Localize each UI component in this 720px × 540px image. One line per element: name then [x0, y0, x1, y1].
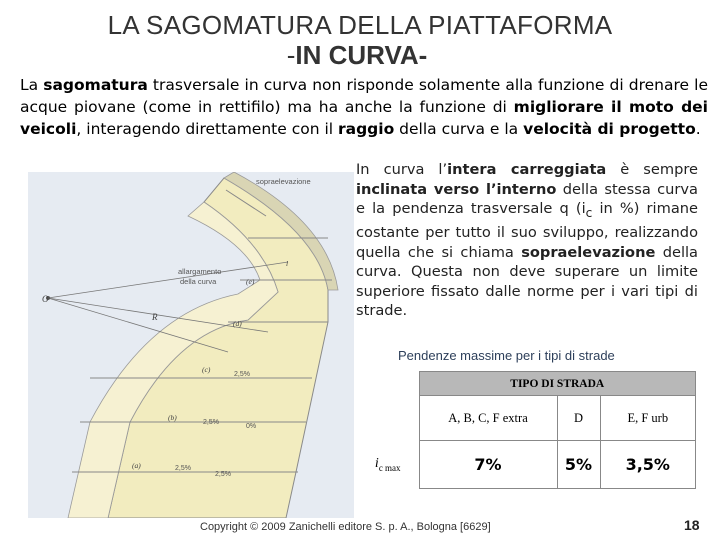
label-c: (c) — [202, 365, 211, 374]
intro-paragraph — [20, 74, 708, 140]
label-e: (e) — [246, 277, 255, 286]
table-columns-row — [357, 396, 696, 441]
side-paragraph — [356, 160, 698, 321]
table-column-header: D — [557, 396, 600, 441]
table-column-header: E, F urb — [600, 396, 696, 441]
label-b: (b) — [168, 413, 177, 422]
table-column-header: A, B, C, F extra — [419, 396, 557, 441]
road-type-table — [357, 371, 696, 489]
table-header: TIPO DI STRADA — [419, 372, 696, 396]
intro-bold: migliorare il moto dei veicoli — [20, 98, 708, 138]
intro-text: trasversale in curva non risponde solamente alla funzione di drenare le acque piovane (come in rettifilo) ma ha anche la funzione di — [20, 76, 708, 116]
side-text: della stessa curva e la pendenza trasversale q (i — [356, 180, 698, 217]
label-l: l — [286, 259, 289, 268]
table-blank-cell — [357, 396, 419, 441]
intro-bold: raggio — [337, 120, 395, 138]
title-bold: IN CURVA- — [295, 40, 428, 70]
table-cell: 7% — [419, 441, 557, 489]
label-della-curva: della curva — [180, 277, 217, 286]
intro-text: della curva e la — [394, 120, 524, 138]
intro-bold: sagomatura — [43, 76, 148, 94]
slide-title-line1: LA SAGOMATURA DELLA PIATTAFORMA — [107, 10, 613, 40]
side-text: della curva. Questa non deve superare un limite superiore fissato dalle norme per i vari tipi di strade. — [356, 243, 698, 320]
table-blank-cell — [357, 372, 419, 396]
table-header-row — [357, 372, 696, 396]
page-number: 18 — [684, 517, 700, 533]
label-allargamento: allargamento — [178, 267, 222, 276]
table-caption: Pendenze massime per i tipi di strade — [398, 348, 615, 363]
row-label-sub: c max — [378, 462, 401, 473]
label-O: O — [42, 294, 49, 304]
label-pct: 2,5% — [234, 371, 250, 378]
curve-diagram — [28, 172, 354, 518]
intro-text: La — [20, 76, 44, 94]
label-R: R — [152, 312, 158, 322]
intro-text: . — [695, 120, 701, 138]
intro-bold: velocità di progetto — [523, 120, 696, 138]
label-pct: 2,5% — [215, 471, 231, 478]
side-bold: inclinata verso l’interno — [356, 180, 557, 198]
label-pct: 2,5% — [175, 465, 191, 472]
table-row-label — [357, 441, 419, 489]
side-text: In curva l’ — [356, 161, 448, 178]
copyright-footer: Copyright © 2009 Zanichelli editore S. p. A., Bologna [6629] — [200, 521, 491, 533]
intro-text: , interagendo direttamente con il — [76, 120, 338, 138]
label-sopraelevazione: sopraelevazione — [256, 177, 311, 186]
side-text: in %) rimane costante per tutto il suo sviluppo, realizzando quella che si chiama — [356, 200, 698, 261]
label-pct: 0% — [246, 423, 257, 430]
slide-title-line2 — [0, 40, 720, 71]
label-pct: 2,5% — [203, 419, 219, 426]
side-bold: sopraelevazione — [521, 243, 656, 261]
side-bold: intera carreggiata — [447, 161, 607, 178]
side-text: è sempre — [606, 161, 698, 178]
side-subscript: c — [585, 205, 593, 220]
label-a: (a) — [132, 461, 141, 470]
table-cell: 3,5% — [600, 441, 696, 489]
row-label-main: i — [374, 456, 379, 472]
label-d: (d) — [233, 319, 242, 328]
title-prefix: - — [286, 40, 296, 70]
table-values-row — [357, 441, 696, 489]
table-cell: 5% — [557, 441, 600, 489]
